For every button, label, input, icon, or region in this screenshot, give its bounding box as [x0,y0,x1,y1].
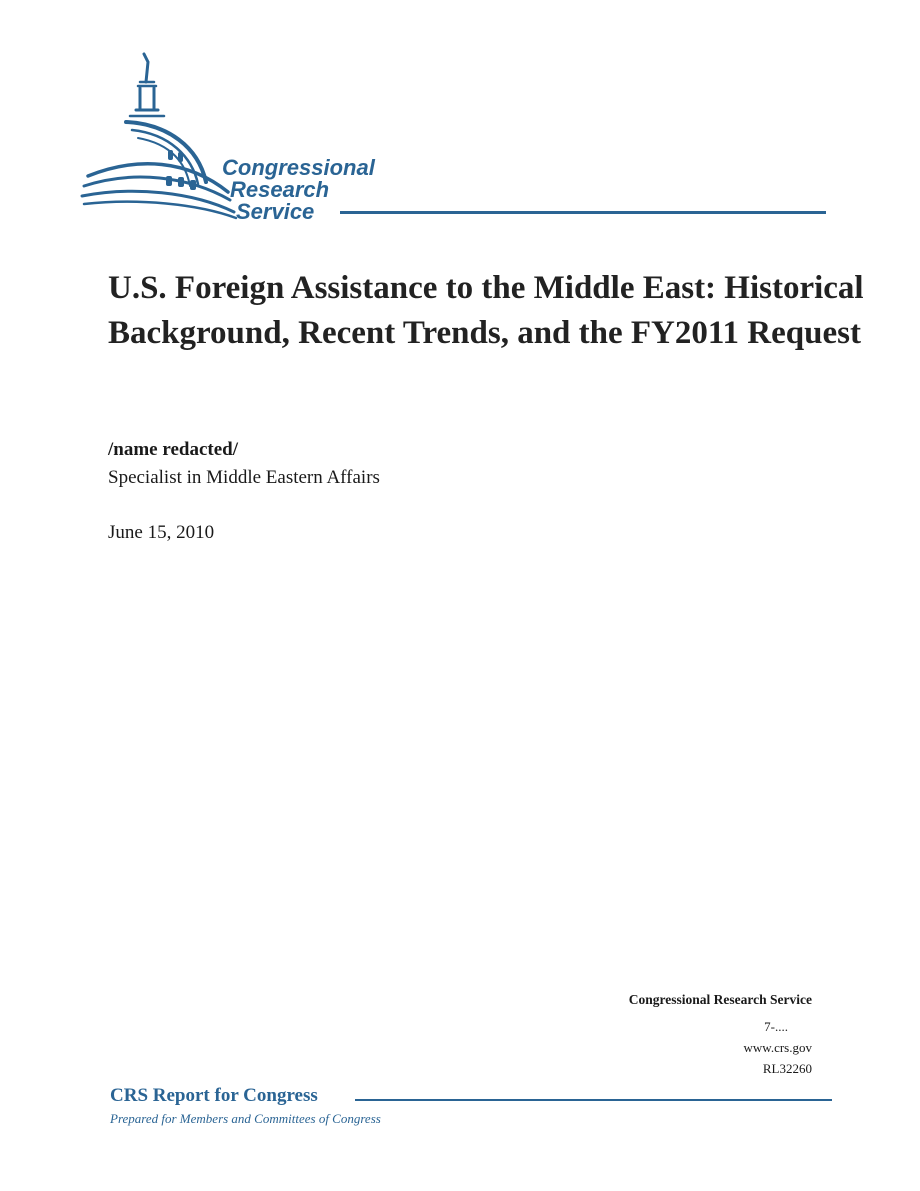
footer-rule [355,1099,832,1101]
report-number: RL32260 [762,1061,812,1076]
logo-rule [340,211,826,214]
author-role: Specialist in Middle Eastern Affairs [108,467,380,488]
publisher-name: Congressional Research Service [628,992,812,1007]
publisher-code: 7-.... [764,1019,788,1034]
logo-text-line1: Congressional [222,155,375,180]
footer-title: CRS Report for Congress [110,1085,318,1106]
report-date: June 15, 2010 [108,522,215,543]
logo-text-line2: Research [230,177,330,202]
footer-subtitle: Prepared for Members and Committees of Congress [110,1111,381,1126]
logo-text-line3: Service [236,199,315,224]
publisher-website[interactable]: www.crs.gov [743,1040,812,1055]
author-name: /name redacted/ [108,439,238,460]
report-title: U.S. Foreign Assistance to the Middle East: Historical Background, Recent Trends, and the FY2011 Request [108,270,864,351]
